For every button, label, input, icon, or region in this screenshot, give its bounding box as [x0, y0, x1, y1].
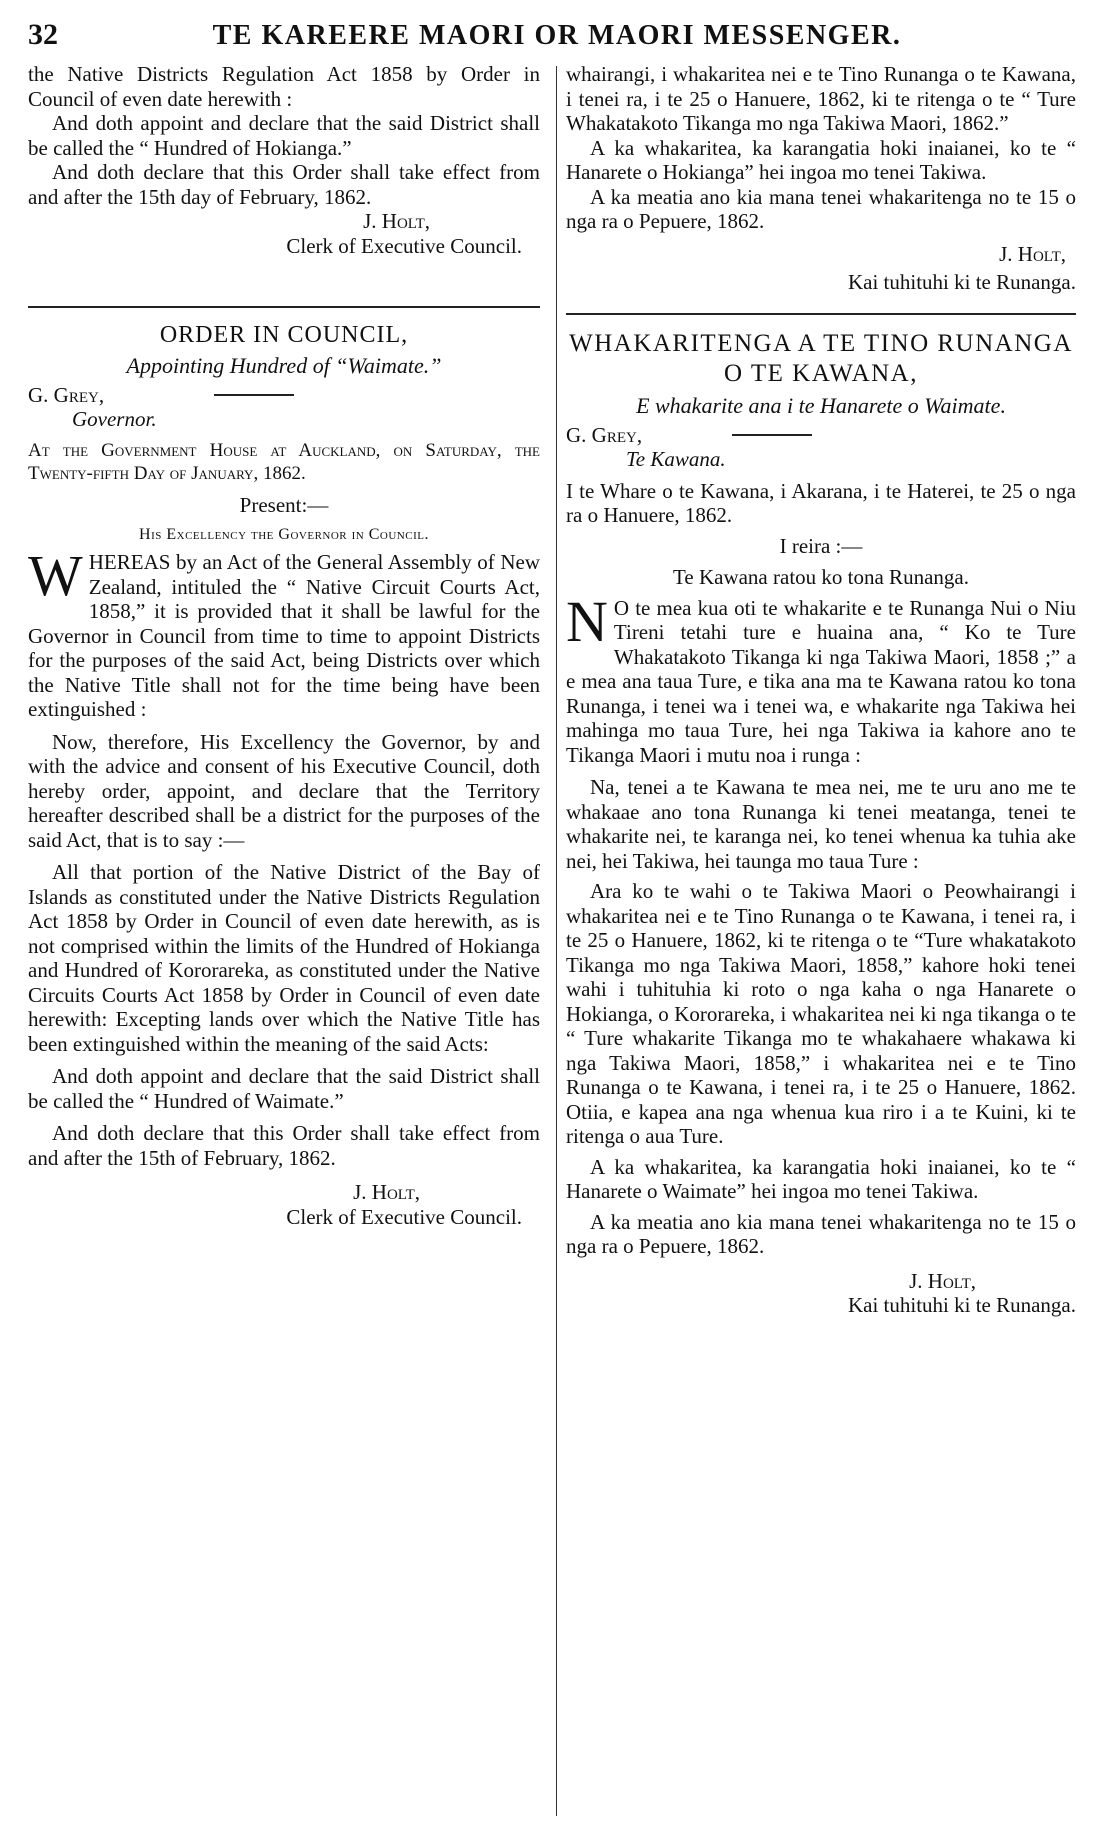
whereas-paragraph	[28, 543, 540, 722]
hokianga-appoint-paragraph: And doth appoint and declare that the said District shall be called the “ Hundred of Hokianga.”	[28, 111, 540, 160]
maori-karanga-paragraph: A ka whakaritea, ka karangatia hoki inaianei, ko te “ Hanarete o Waimate” hei ingoa mo tenei Takiwa.	[566, 1154, 1076, 1203]
order-title: ORDER IN COUNCIL,	[159, 322, 409, 348]
maori-hokianga-signatory-title: Kai tuhituhi ki te Runanga.	[847, 270, 1076, 294]
hokianga-maori-tail: whairangi, i whakaritea nei e te Tino Runanga o te Kawana, i tenei ra, i te 25 o Hanuere, 1862, ki te ritenga o te “ Ture Whakatakoto Tikanga mo nga Takiwa Maori, 1862.”	[566, 62, 1076, 135]
running-head: TE KAREERE MAORI OR MAORI MESSENGER.	[212, 20, 902, 51]
maori-governor-title: Te Kawana.	[626, 446, 726, 471]
maori-whereas-paragraph	[566, 588, 1076, 768]
maori-hokianga-signatory-name: J. Holt,	[999, 241, 1066, 266]
hokianga-signatory-name: J. Holt,	[363, 209, 430, 233]
maori-mana-paragraph: A ka meatia ano kia mana tenei whakaritenga no te 15 o nga ra o Pepuere, 1862.	[566, 1209, 1076, 1258]
council-line: His Excellency the Governor in Council.	[139, 526, 429, 543]
hokianga-maori-mana: A ka meatia ano kia mana tenei whakaritenga no te 15 o nga ra o Pepuere, 1862.	[566, 184, 1076, 233]
governor-name: G. Grey,	[28, 383, 105, 407]
maori-waimate-signatory-title: Kai tuhituhi ki te Runanga.	[847, 1293, 1076, 1317]
reira-label: I reira :—	[779, 533, 863, 558]
waimate-signatory-title: Clerk of Executive Council.	[286, 1204, 522, 1229]
section-divider-right	[566, 313, 1076, 315]
maori-signature-rule	[732, 434, 812, 436]
english-column	[28, 62, 552, 1822]
page-header	[28, 18, 1086, 62]
maori-waimate-signatory-name: J. Holt,	[909, 1268, 976, 1293]
maori-district-paragraph: Ara ko te wahi o te Takiwa Maori o Peowhairangi i whakaritea nei e te Tino Runanga o te Kawana, i tenei ra, i te 25 o Hanuere, 1862, ki te ritenga o te “Ture whakatakoto Tikanga mo nga Takiwa Maori, 1858,” kahore hoki tenei wahi i tuhituhia ki roto o nga kaha o nga Hanarete o Hokianga, o Kororareka, i whakaritea nei ki nga tikanga o te “ Ture whakarite Tikanga mo te whakahaere whakawa ki nga Takiwa Maori, 1858,” i whakaritea nei e te Tino Runanga o te Kawana, i tenei ra, i te 25 o Hanuere, 1862. Otiia, e kapea ana nga whenua kua riro i a te Kuini, ki te ritenga o aua Ture.	[566, 879, 1076, 1148]
maori-governor-signature	[566, 423, 1076, 447]
waimate-signatory-name: J. Holt,	[353, 1180, 420, 1204]
order-place-date: At the Government House at Auckland, on Saturday, the Twenty-fifth Day of January, 1862.	[28, 440, 540, 484]
maori-drop-cap: N	[566, 588, 608, 654]
maori-column	[552, 62, 1076, 1822]
drop-cap: W	[28, 543, 83, 608]
maori-council-line: Te Kawana ratou ko tona Runanga.	[673, 564, 969, 589]
waimate-appoint-paragraph: And doth appoint and declare that the said District shall be called the “ Hundred of Waimate.”	[28, 1064, 540, 1113]
maori-governor-name: G. Grey,	[566, 422, 643, 447]
governor-signature	[28, 383, 540, 407]
page-number: 32	[28, 18, 58, 51]
governor-title: Governor.	[72, 407, 157, 431]
maori-order-title: WHAKARITENGA A TE TINO RUNANGA O TE KAWANA,	[569, 329, 1073, 387]
signature-rule	[214, 394, 294, 396]
whereas-text: HEREAS by an Act of the General Assembly of New Zealand, intituled the “ Native Circuit Courts Act, 1858,” it is provided that it shall be lawful for the Governor in Council from time to time to appoint Districts for the purposes of the said Act, being Districts over which the Native Title shall not for the time being have been extinguished :	[28, 550, 540, 721]
now-therefore-paragraph: Now, therefore, His Excellency the Governor, by and with the advice and consent of his Executive Council, doth hereby order, appoint, and declare that the Territory hereafter described shall be a district for the purposes of the said Act, that is to say :—	[28, 729, 540, 852]
district-description-paragraph: All that portion of the Native District of the Bay of Islands as constituted under the Native Districts Regulation Act 1858 by Order in Council of even date herewith, as is not comprised within the limits of the Hundred of Hokianga and Hundred of Kororareka, as constituted under the Native Circuits Courts Act 1858 by Order in Council of even date herewith: Excepting lands over which the Native Title has been extinguished within the meaning of the said Acts:	[28, 860, 540, 1056]
maori-whereas-text: O te mea kua oti te whakarite e te Runanga Nui o Niu Tireni tetahi ture e huaina ana, “ Ko te Ture Whakatakoto Tikanga ki nga Takiwa Maori, 1858 ;” a e mea ana taua Ture, e tika ana ma te Kawana ratou ko tona Runanga, i tenei wa i tenei wa, e whakarite nga Takiwa hei mahinga mo taua Ture, hei nga Takiwa ia kahore ano te Tikanga Maori i mutu noa i runga :	[566, 595, 1076, 767]
maori-na-paragraph: Na, tenei a te Kawana te mea nei, me te uru ano me te whakaae ano tona Runanga ki tenei meatanga, tenei te whakarite nei, te karanga nei, ko tenei whenua ka tuhia ake nei, hei Takiwa, hei taunga mo taua Ture :	[566, 775, 1076, 873]
hokianga-effect-paragraph: And doth declare that this Order shall take effect from and after the 15th day of February, 1862.	[28, 160, 540, 209]
two-column-body	[28, 62, 1086, 1822]
section-divider	[28, 306, 540, 308]
waimate-effect-paragraph: And doth declare that this Order shall take effect from and after the 15th of February, 1862.	[28, 1121, 540, 1170]
present-label: Present:—	[239, 493, 329, 517]
maori-order-subtitle: E whakarite ana i te Hanarete o Waimate.	[636, 392, 1006, 418]
maori-order-place-date: I te Whare o te Kawana, i Akarana, i te Haterei, te 25 o nga ra o Hanuere, 1862.	[566, 478, 1076, 527]
hokianga-order-tail: the Native Districts Regulation Act 1858 by Order in Council of even date herewith :	[28, 62, 540, 111]
hokianga-maori-karanga: A ka whakaritea, ka karangatia hoki inaianei, ko te “ Hanarete o Hokianga” hei ingoa mo tenei Takiwa.	[566, 135, 1076, 184]
hokianga-signatory-title: Clerk of Executive Council.	[286, 233, 522, 258]
order-subtitle: Appointing Hundred of “Waimate.”	[126, 353, 442, 378]
